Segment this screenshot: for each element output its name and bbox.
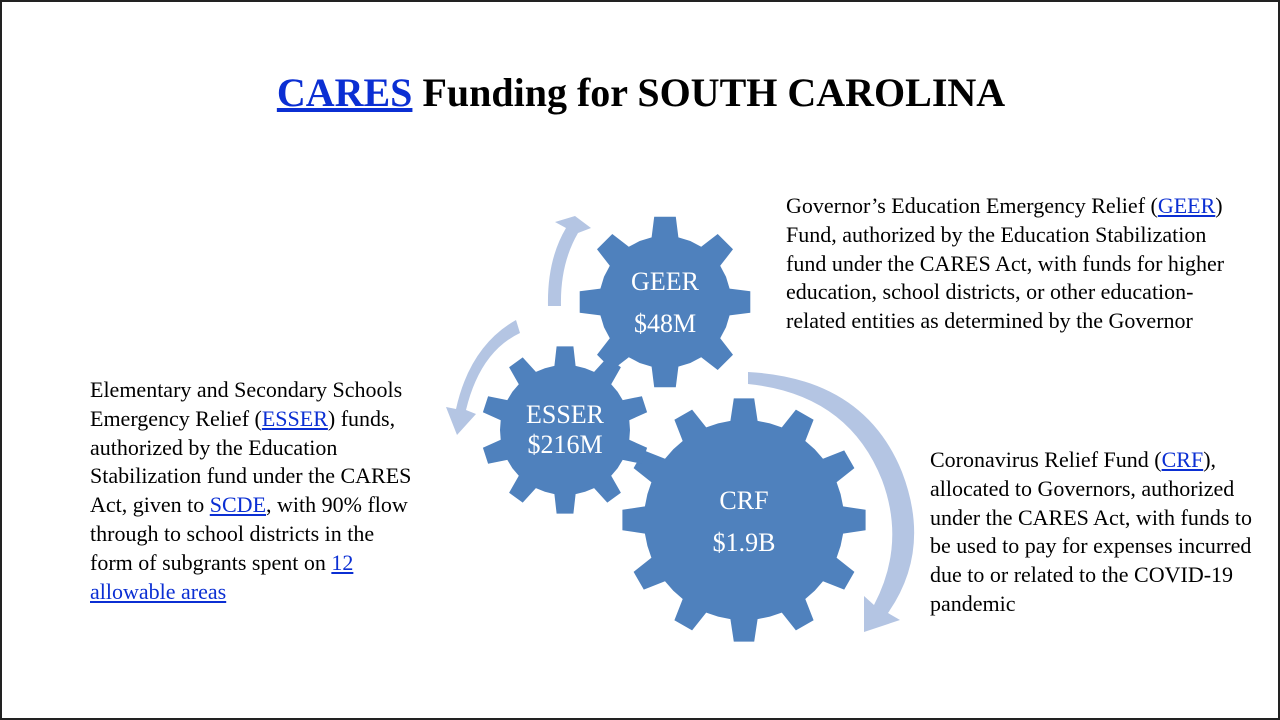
geer-amount-label: $48M bbox=[633, 309, 697, 338]
allowable-areas-link[interactable]: 12 allowable areas bbox=[90, 549, 354, 604]
title-text: Funding for SOUTH CAROLINA bbox=[412, 70, 1006, 115]
esser-name-label: ESSER bbox=[525, 400, 605, 429]
scde-link[interactable]: SCDE bbox=[209, 492, 267, 518]
esser-description bbox=[90, 376, 420, 606]
cares-link[interactable]: CARES bbox=[276, 70, 413, 115]
crf-gear bbox=[622, 398, 865, 641]
crf-desc-text-1: Coronavirus Relief Fund ( bbox=[930, 447, 1162, 472]
esser-amount-label: $216M bbox=[527, 430, 603, 459]
geer-desc-text-2: ) Fund, authorized by the Education Stabilization fund under the CARES Act, with funds for higher education, school districts, or other education-related entities as determined by the Governor bbox=[786, 193, 1225, 334]
esser-link[interactable]: ESSER bbox=[261, 405, 328, 431]
esser-desc-text-1: Elementary and Secondary Schools Emergency Relief ( bbox=[90, 377, 403, 431]
gear-crf-shape bbox=[622, 398, 865, 641]
crf-link[interactable]: CRF bbox=[1161, 447, 1204, 472]
esser-desc-text-2: ) funds, authorized by the Education Stabilization fund under the CARES Act, given to bbox=[90, 405, 412, 518]
esser-desc-text-3: , with 90% flow through to school districts in the form of subgrants spent on bbox=[90, 492, 408, 575]
geer-name-label: GEER bbox=[631, 267, 699, 296]
geer-gear bbox=[580, 217, 751, 388]
geer-link[interactable]: GEER bbox=[1157, 193, 1216, 218]
gear-geer-shape bbox=[580, 217, 751, 388]
crf-description bbox=[930, 446, 1260, 619]
crf-name-label: CRF bbox=[719, 486, 769, 515]
geer-description bbox=[786, 192, 1246, 336]
geer-desc-text-1: Governor’s Education Emergency Relief ( bbox=[786, 193, 1158, 218]
crf-desc-text-2: ), allocated to Governors, authorized under the CARES Act, with funds to be used to pay for expenses incurred due to or related to the COVID-19 pandemic bbox=[930, 447, 1253, 616]
crf-amount-label: $1.9B bbox=[712, 528, 776, 557]
